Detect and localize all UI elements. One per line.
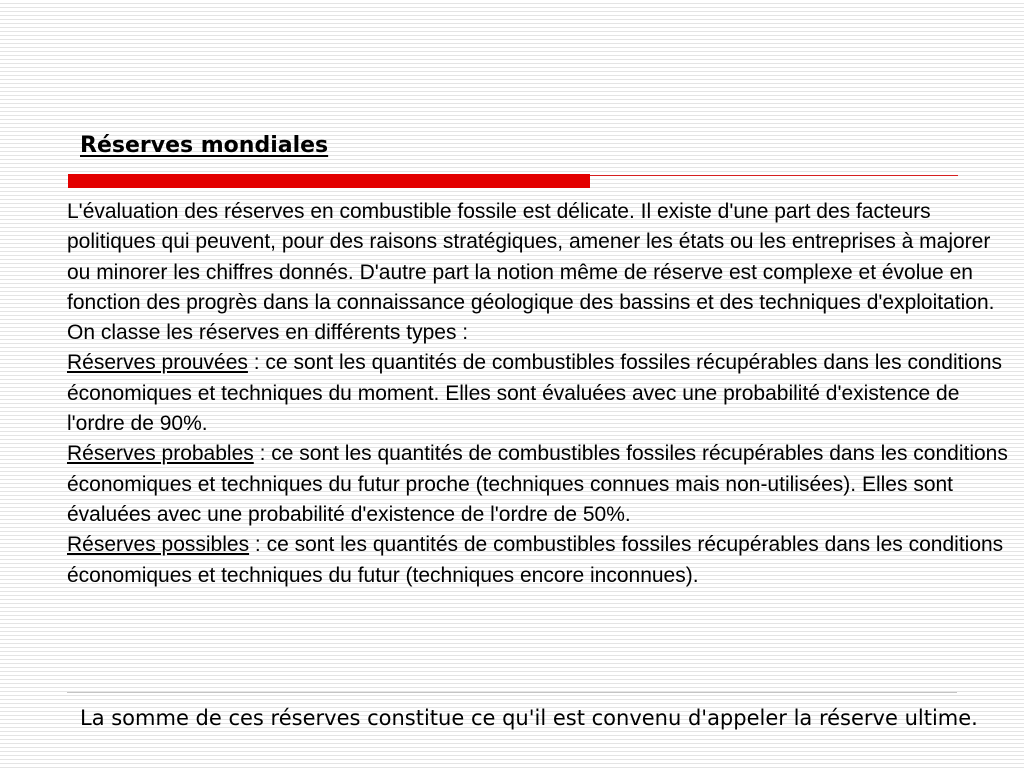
body-text — [67, 197, 1017, 591]
title-accent-bar — [68, 174, 958, 188]
definition-probable — [67, 439, 1017, 530]
definition-possible-text: : ce sont les quantités de combustibles fossiles récupérables dans les conditions économiques et techniques du futur (techniques encore inconnues). — [67, 533, 1004, 587]
intro-paragraph: L'évaluation des réserves en combustible fossile est délicate. Il existe d'une part des facteurs politiques qui peuvent, pour des raisons stratégiques, amener les états ou les entreprises à majorer ou minorer les chiffres donnés. D'autre part la notion même de réserve est complexe et évolue en fonction des progrès dans la connaissance géologique des bassins et des techniques d'exploitation. On classe les réserves en différents types : — [67, 200, 995, 345]
accent-red-block — [68, 174, 590, 188]
term-proved: Réserves prouvées — [67, 351, 248, 375]
accent-thin-line — [590, 175, 958, 176]
definition-proved — [67, 348, 1017, 439]
divider-line — [67, 692, 957, 693]
definition-possible — [67, 530, 1017, 591]
term-probable: Réserves probables — [67, 442, 254, 466]
slide-title: Réserves mondiales — [80, 133, 329, 158]
definition-proved-text: : ce sont les quantités de combustibles fossiles récupérables dans les conditions économiques et techniques du moment. Elles sont évaluées avec une probabilité d'existence de l'ordre de 90%. — [67, 351, 1003, 436]
term-possible: Réserves possibles — [67, 533, 250, 557]
conclusion-text: La somme de ces réserves constitue ce qu'il est convenu d'appeler la réserve ultime. — [80, 706, 978, 730]
definition-probable-text: : ce sont les quantités de combustibles fossiles récupérables dans les conditions économiques et techniques du futur proche (techniques connues mais non-utilisées). Elles sont évaluées avec une probabilité d'existence de l'ordre de 50%. — [67, 442, 1008, 526]
